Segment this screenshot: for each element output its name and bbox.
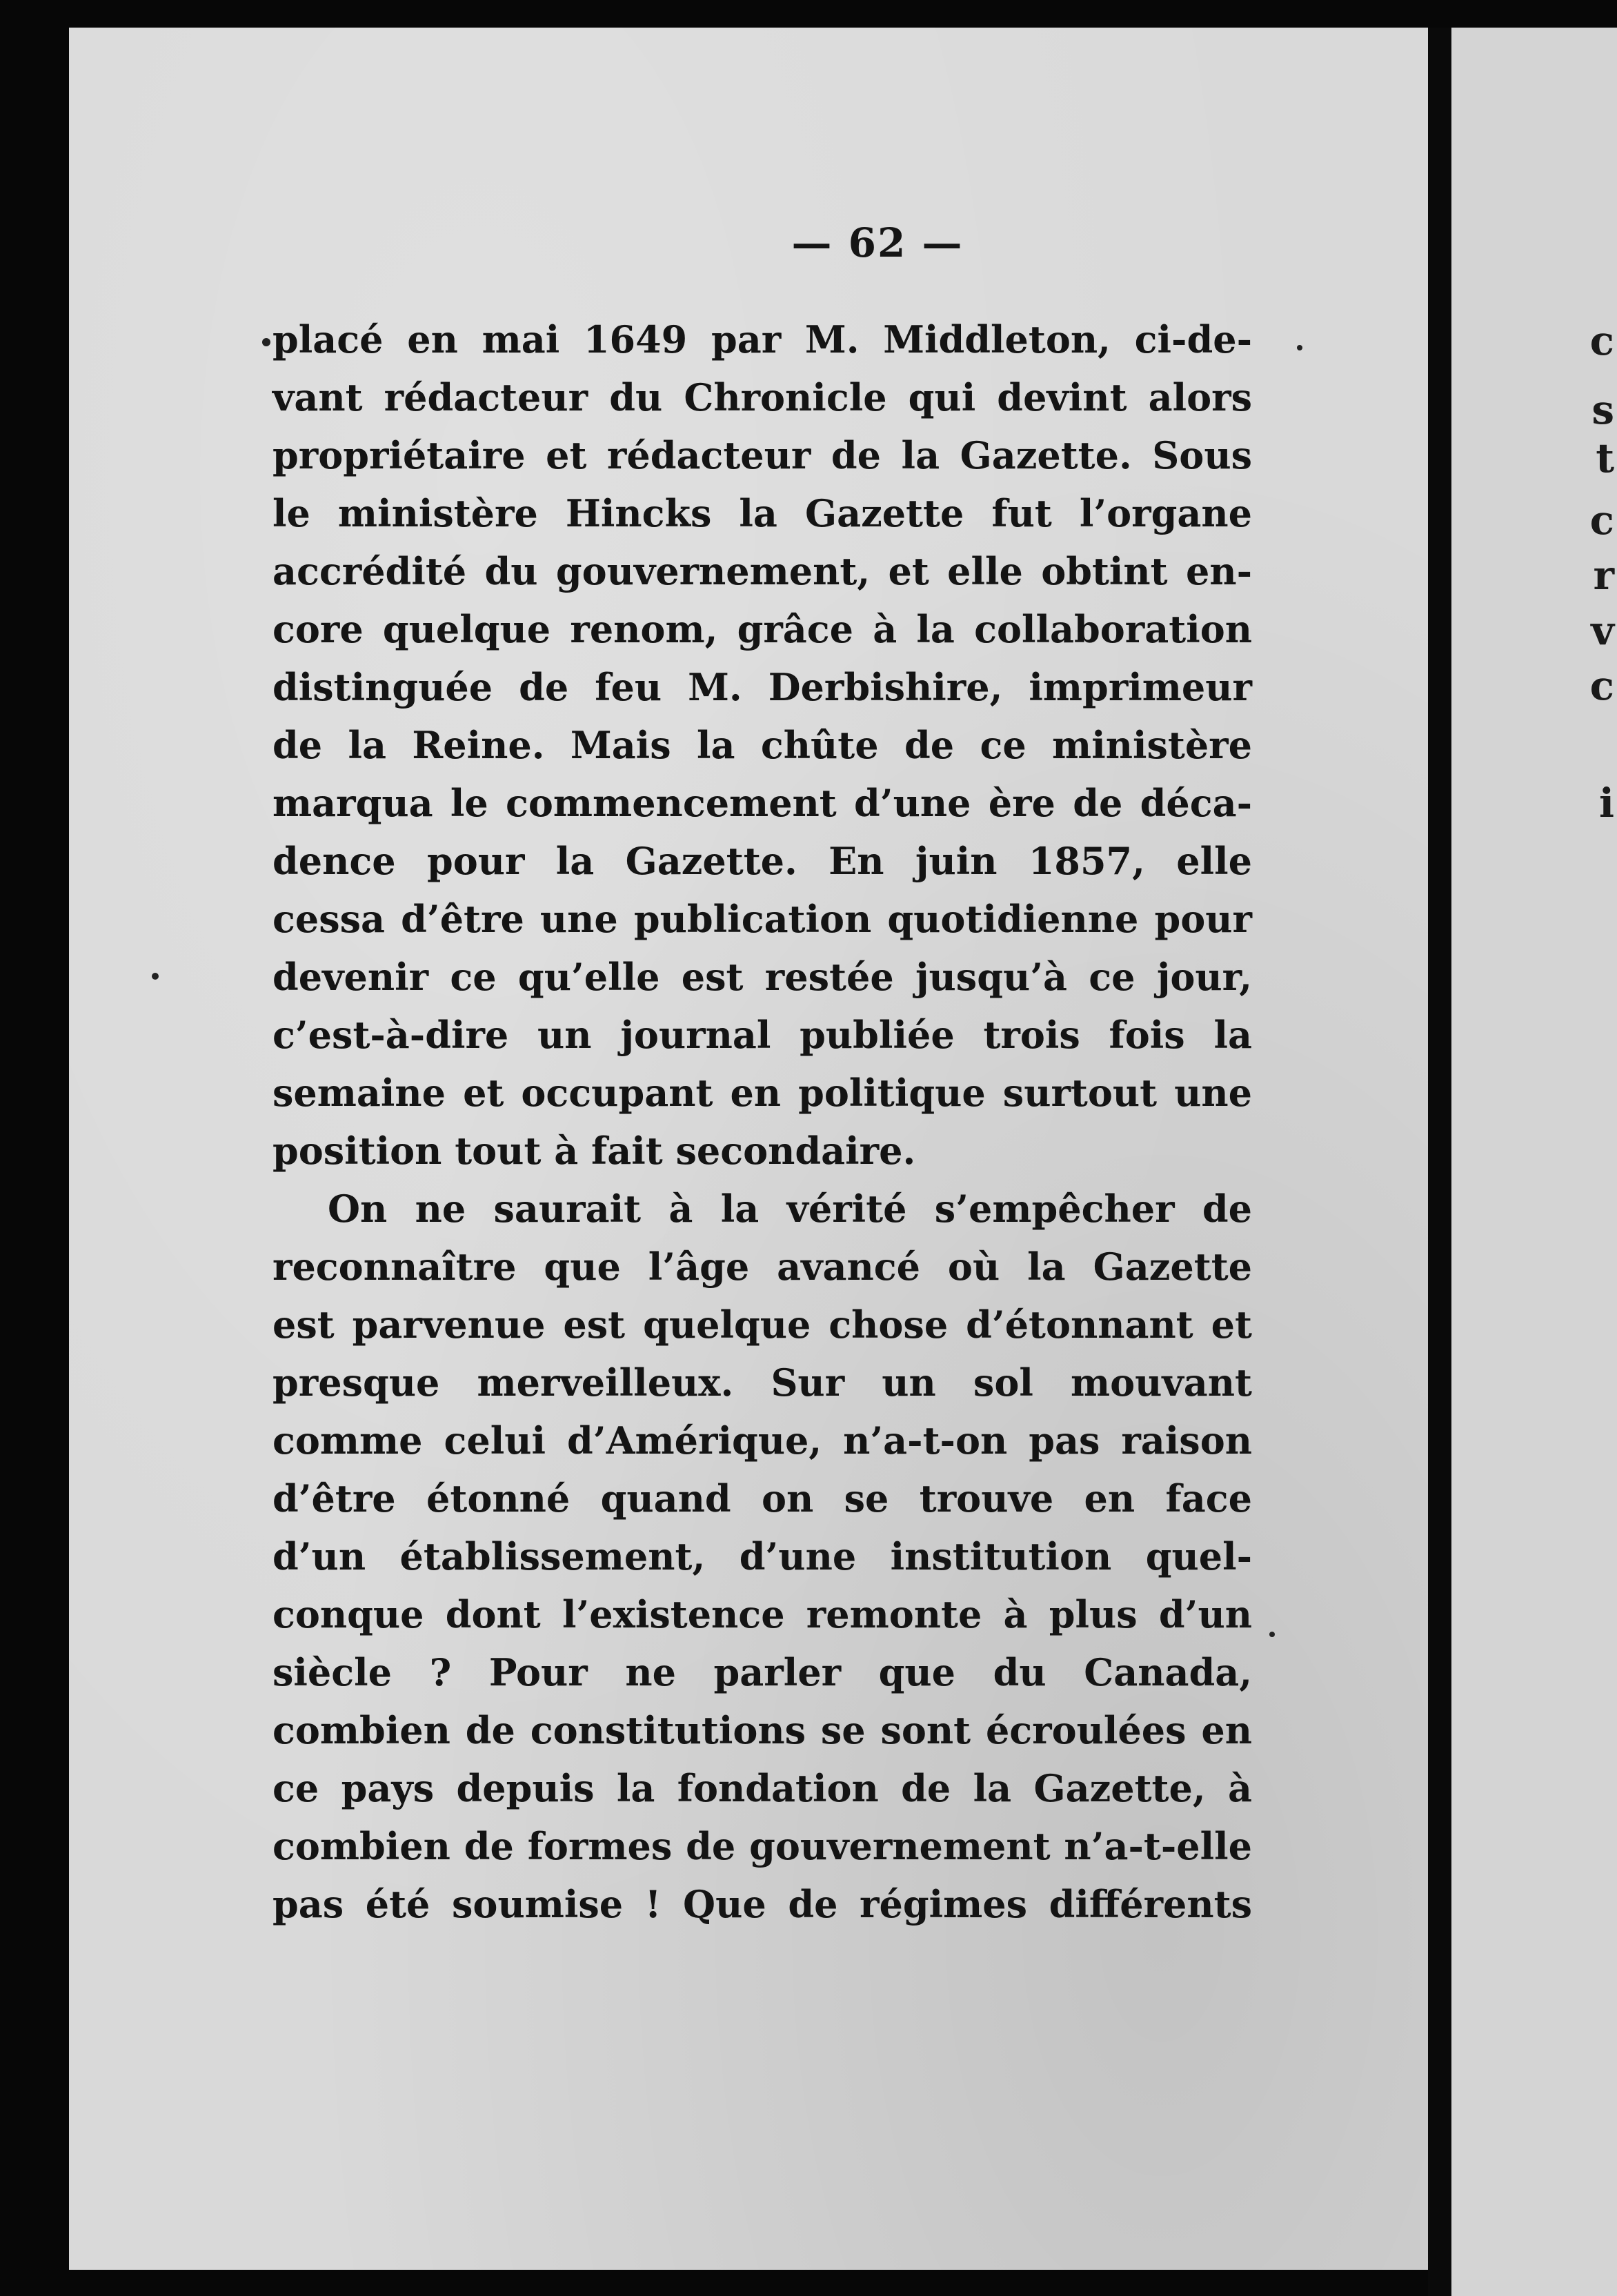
text-line: distinguée de feu M. Derbishire, imprimeur xyxy=(272,665,1252,709)
text-line: siècle ? Pour ne parler que du Canada, xyxy=(272,1650,1252,1694)
text-line: pas été soumise ! Que de régimes différents xyxy=(272,1882,1252,1926)
ink-speck xyxy=(1269,1632,1275,1637)
text-line: devenir ce qu’elle est restée jusqu’à ce jour, xyxy=(272,955,1252,999)
text-line: presque merveilleux. Sur un sol mouvant xyxy=(272,1360,1252,1405)
text-line: combien de constitutions se sont écroulées en xyxy=(272,1708,1252,1752)
text-line: combien de formes de gouvernement n’a-t-elle xyxy=(272,1824,1252,1868)
text-line: position tout à fait secondaire. xyxy=(272,1129,916,1173)
text-line: c’est-à-dire un journal publiée trois fois la xyxy=(272,1013,1252,1057)
facing-page-fragment: r xyxy=(1593,552,1614,599)
ink-speck xyxy=(152,973,159,980)
facing-page-fragment: s xyxy=(1591,386,1614,433)
text-line: conque dont l’existence remonte à plus d’un xyxy=(272,1592,1252,1636)
facing-page-fragment: c xyxy=(1589,317,1614,364)
text-line: ce pays depuis la fondation de la Gazette, à xyxy=(272,1766,1252,1810)
text-line: placé en mai 1649 par M. Middleton, ci-de- xyxy=(272,317,1252,362)
text-line: reconnaître que l’âge avancé où la Gazette xyxy=(272,1245,1252,1289)
facing-page-fragment: t xyxy=(1596,435,1614,482)
text-line: core quelque renom, grâce à la collaboration xyxy=(272,607,1252,651)
body-text xyxy=(272,310,1252,1933)
text-line: est parvenue est quelque chose d’étonnant et xyxy=(272,1303,1252,1347)
text-line: vant rédacteur du Chronicle qui devint alors xyxy=(272,375,1252,419)
text-line: comme celui d’Amérique, n’a-t-on pas raison xyxy=(272,1418,1252,1463)
paragraph-start-line: On ne saurait à la vérité s’empêcher de xyxy=(328,1187,1252,1231)
text-line: le ministère Hincks la Gazette fut l’organe xyxy=(272,491,1252,535)
text-line: cessa d’être une publication quotidienne pour xyxy=(272,897,1252,941)
text-line: accrédité du gouvernement, et elle obtint en- xyxy=(272,549,1252,593)
ink-speck xyxy=(1297,345,1302,350)
book-gutter xyxy=(1428,28,1451,2296)
text-line: d’un établissement, d’une institution quel- xyxy=(272,1534,1252,1578)
facing-page-edge xyxy=(1451,28,1617,2296)
text-line: de la Reine. Mais la chûte de ce ministère xyxy=(272,723,1252,767)
facing-page-fragment: i xyxy=(1598,780,1614,827)
page-number: — 62 — xyxy=(791,219,964,266)
facing-page-fragment: v xyxy=(1591,607,1614,654)
text-line: d’être étonné quand on se trouve en face xyxy=(272,1476,1252,1521)
ink-speck xyxy=(262,338,270,346)
text-line: semaine et occupant en politique surtout une xyxy=(272,1071,1252,1115)
text-line: dence pour la Gazette. En juin 1857, elle xyxy=(272,839,1252,883)
facing-page-fragment: c xyxy=(1589,662,1614,709)
facing-page-fragment: c xyxy=(1589,497,1614,544)
text-line: propriétaire et rédacteur de la Gazette. Sous xyxy=(272,433,1252,477)
text-line: marqua le commencement d’une ère de déca- xyxy=(272,781,1252,825)
